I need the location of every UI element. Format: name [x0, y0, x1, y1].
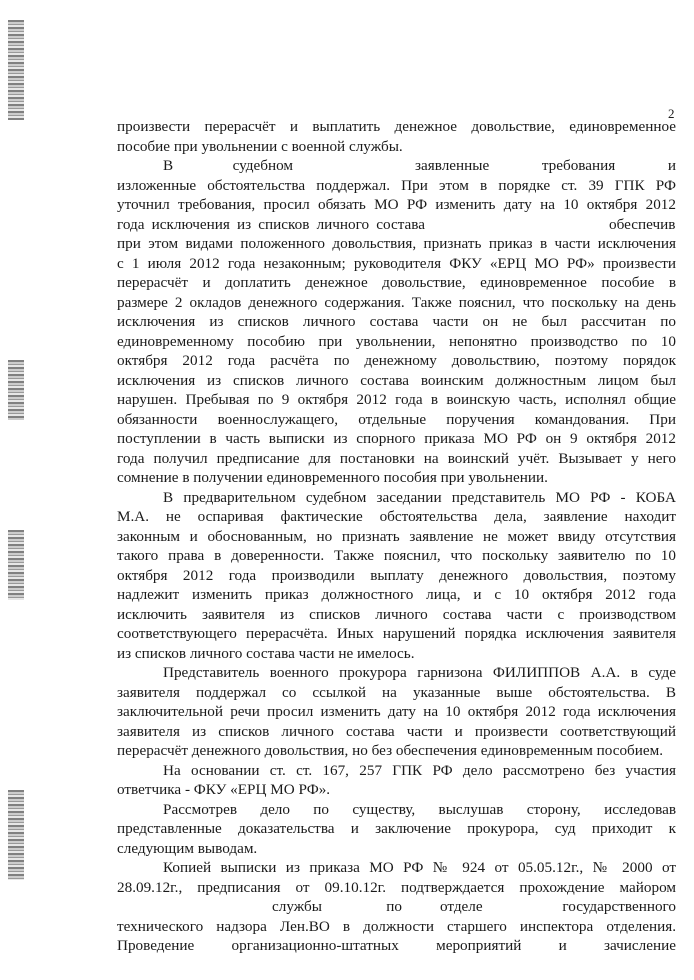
text-line [117, 488, 676, 508]
scan-artifact [8, 530, 24, 600]
text-line [117, 351, 676, 371]
text-line [117, 429, 676, 449]
text-line [117, 293, 676, 313]
text-segment: В судебном [163, 157, 293, 174]
text-segment: заявителя из списков личного состава части и произвести соответствующий [117, 722, 676, 740]
text-line [117, 936, 676, 956]
text-line [117, 683, 676, 703]
text-segment: произвести перерасчёт и выплатить денежное довольствие, единовременное [117, 118, 676, 135]
text-line [117, 312, 676, 332]
text-segment: ответчика - ФКУ «ЕРЦ МО РФ». [117, 781, 331, 798]
text-line [117, 800, 676, 820]
text-segment: соответствующего перерасчёта. Иных нарушений порядка исключения заявителя [117, 625, 676, 642]
text-line [117, 546, 676, 566]
text-segment: нарушен. Пребывая по 9 октября 2012 года в воинскую часть, исполнял общие [117, 391, 676, 408]
scan-artifact [8, 790, 24, 880]
text-segment: такого права в доверенности. Также пояснил, что поскольку заявителю по 10 [117, 547, 676, 564]
text-segment: сомнение в получении единовременного пособия при увольнении. [117, 469, 548, 486]
text-segment: с 1 июля 2012 года незаконным; руководителя ФКУ «ЕРЦ МО РФ» произвести [117, 254, 676, 272]
text-segment: года получил предписание для постановки на воинский учёт. Вызывает у него [117, 449, 676, 467]
text-line [117, 234, 676, 254]
text-segment: законным и обоснованным, но признать заявление не может ввиду отсутствия [117, 527, 676, 545]
text-line [117, 449, 676, 469]
text-line [117, 644, 676, 664]
text-segment: 28.09.12г., предписания от 09.10.12г. подтверждается прохождение майором [117, 878, 676, 896]
text-segment: года исключения из списков личного состава [117, 215, 425, 233]
text-line [117, 663, 676, 683]
text-line [117, 137, 676, 157]
text-line [117, 332, 676, 352]
text-line [117, 585, 676, 605]
text-segment: Копией выписки из приказа МО РФ № 924 от 05.05.12г., № 2000 от [163, 859, 676, 876]
text-segment: перерасчёт и доплатить денежное довольствие, единовременное пособие в [117, 274, 676, 291]
text-line [117, 702, 676, 722]
text-line [117, 780, 676, 800]
text-line [117, 819, 676, 839]
text-line [117, 605, 676, 625]
text-line [117, 917, 676, 937]
text-line [117, 254, 676, 274]
text-line [117, 897, 676, 917]
text-segment: Проведение организационно-штатных мероприятий и зачисление [117, 937, 676, 954]
text-segment: исключения из списков личного состава части он не был рассчитан по [117, 313, 676, 330]
text-segment: из списков личного состава части не имелось. [117, 644, 415, 662]
text-line [117, 722, 676, 742]
text-segment: исключения из списков личного состава воинским должностным лицом был [117, 371, 676, 389]
text-line [117, 507, 676, 527]
text-segment: Представитель военного прокурора гарнизона ФИЛИППОВ А.А. в суде [163, 664, 676, 681]
text-line [117, 858, 676, 878]
text-line [117, 156, 676, 176]
text-segment: перерасчёт денежного довольствия, но без обеспечения единовременным пособием. [117, 742, 664, 759]
text-segment: заключительной речи просил изменить дату на 10 октября 2012 года исключения [117, 703, 676, 720]
text-segment: обязанности военнослужащего, отдельные поручения командования. При [117, 410, 676, 428]
text-line [117, 761, 676, 781]
text-segment: службы по [272, 898, 402, 915]
text-segment: размере 2 окладов денежного содержания. Также пояснил, что поскольку на день [117, 293, 676, 311]
text-line [117, 839, 676, 859]
text-segment: обеспечив [609, 215, 676, 233]
text-segment: М.А. не оспаривая фактические обстоятельства дела, заявление находит [117, 508, 676, 525]
text-segment: заявленные требования и [415, 157, 676, 174]
text-line [117, 527, 676, 547]
text-segment: На основании ст. ст. 167, 257 ГПК РФ дело рассмотрено без участия [163, 761, 676, 779]
text-line [117, 878, 676, 898]
text-segment: при этом видами положенного довольствия, признать приказ в части исключения [117, 235, 676, 252]
text-line [117, 117, 676, 137]
text-segment: пособие при увольнении с военной службы. [117, 137, 403, 155]
text-segment: надлежит изменить приказ должностного лица, и с 10 октября 2012 года [117, 586, 676, 603]
scan-artifact [8, 20, 24, 120]
text-line [117, 741, 676, 761]
document-body [117, 117, 676, 956]
text-segment: представленные доказательства и заключение прокурора, суд приходит к [117, 820, 676, 837]
text-segment: заявителя поддержал со ссылкой на указанные выше обстоятельства. В [117, 683, 676, 701]
text-segment: следующим выводам. [117, 839, 258, 857]
text-segment: исключить заявителя из списков личного состава части с производством [117, 605, 676, 623]
text-segment: октября 2012 года расчёта по денежному довольствию, поэтому порядок [117, 352, 676, 369]
text-line [117, 468, 676, 488]
text-segment: октября 2012 года производили выплату денежного довольствия, поэтому [117, 566, 676, 584]
text-segment: Рассмотрев дело по существу, выслушав сторону, исследовав [163, 800, 676, 818]
text-segment: изложенные обстоятельства поддержал. При этом в порядке ст. 39 ГПК РФ [117, 176, 676, 194]
page-number: 2 [668, 106, 675, 121]
text-segment: единовременному пособию при увольнении, непонятно производство по 10 [117, 332, 676, 350]
text-line [117, 371, 676, 391]
text-line [117, 410, 676, 430]
text-line [117, 176, 676, 196]
text-line [117, 566, 676, 586]
text-line [117, 195, 676, 215]
text-segment: В предварительном судебном заседании представитель МО РФ - КОБА [163, 488, 676, 506]
scan-artifact [8, 360, 24, 420]
text-segment: поступлении в часть выписки из спорного приказа МО РФ он 9 октября 2012 [117, 430, 676, 447]
text-segment: уточнил требования, просил обязать МО РФ изменить дату на 10 октября 2012 [117, 196, 676, 213]
text-segment: технического надзора Лен.ВО в должности старшего инспектора отделения. [117, 917, 676, 935]
text-line [117, 624, 676, 644]
text-segment: отделе государственного [440, 898, 676, 915]
text-line [117, 390, 676, 410]
text-line [117, 273, 676, 293]
text-line [117, 215, 676, 235]
